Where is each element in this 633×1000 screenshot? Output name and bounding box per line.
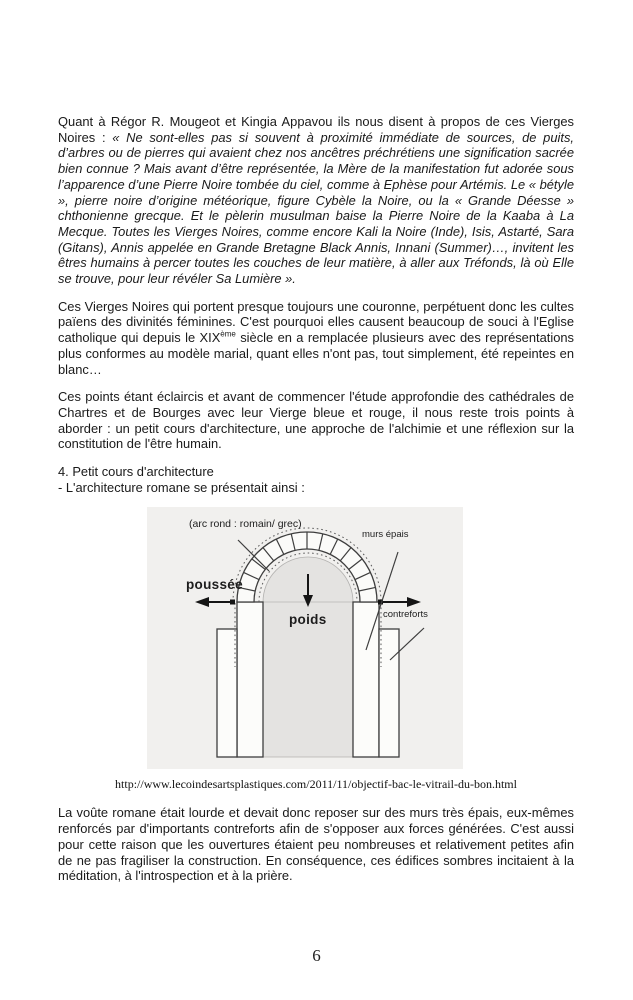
arch-drawing bbox=[147, 507, 463, 769]
romanesque-arch-diagram bbox=[147, 507, 463, 769]
section-heading-subtitle: - L'architecture romane se présentait ainsi : bbox=[58, 479, 305, 495]
text-column bbox=[58, 0, 574, 896]
page-number: 6 bbox=[312, 946, 321, 965]
paragraph-text-before-superscript: Ces Vierges Noires qui portent presque toujours une couronne, perpétuent donc les cultes païens des divinités féminines. C'est pourquoi elles causent beaucoup de souci à l'Eglise catholique qui depuis le XIX bbox=[58, 298, 574, 346]
paragraph-vierges-noires bbox=[58, 114, 574, 287]
paragraph-voute-romane: La voûte romane était lourde et devait donc reposer sur des murs très épais, eux-mêmes renforcés par d'importants contreforts afin de s'opposer aux forces générées. C'est aussi pour cette raison que les ouvertures étaient peu nombreuses et relativement petites afin de ne pas fragiliser la construction. En conséquence, ces édifices sombres incitaient à la méditation, à l'introspection et à la prière. bbox=[58, 805, 574, 884]
paragraph-text-after-superscript: siècle en a remplacée plusieurs avec des représentations plus conformes au modèle marial, quant elles n'ont pas, tout simplement, été repeintes en blanc… bbox=[58, 330, 575, 377]
label-murs-epais: murs épais bbox=[362, 529, 409, 541]
section-heading-title: 4. Petit cours d'architecture bbox=[58, 464, 214, 480]
architecture-figure bbox=[58, 507, 574, 792]
figure-caption-url: http://www.lecoindesartsplastiques.com/2011/11/objectif-bac-le-vitrail-du-bon.html bbox=[115, 777, 517, 792]
label-contreforts: contreforts bbox=[383, 609, 428, 621]
label-poids: poids bbox=[289, 612, 327, 628]
paragraph-couronne bbox=[58, 299, 574, 378]
superscript-ordinal: ème bbox=[220, 329, 236, 339]
italic-quotation: « Ne sont-elles pas si souvent à proximité immédiate de sources, de puits, d’arbres ou de pierres qui avaient chez nos ancêtres préchrétiens une signification sacrée bien connue ? Mais avant d’être représentée, la Mère de la manifestation fut adorée sous l’apparence d’une Pierre Noire tombée du ciel, comme à Ephèse pour Artémis. Le « bétyle », pierre noire d’origine météorique, figure Cybèle la Noire, ou la « Grande Déesse » chthonienne grecque. Et le pèlerin musulman baise la Pierre Noire de la Kaaba à La Mecque. Toutes les Vierges Noires, comme encore Kali la Noire (Inde), Isis, Astarté, Sara (Gitans), Annis appelée en Grande Bretagne Black Annis, Innani (Summer)…, invitent les êtres humains à percer toutes les couches de leur matière, à aller aux Tréfonds, là où Elle se trouve, pour leur révéler Sa Lumière ». bbox=[58, 129, 574, 287]
paragraph-points-a-aborder: Ces points étant éclaircis et avant de commencer l'étude approfondie des cathédrales de Chartres et de Bourges avec leur Vierge bleue et rouge, il nous reste trois points à aborder : un petit cours d'architecture, une approche de l'alchimie et une réflexion sur la constitution de l'être humain. bbox=[58, 389, 574, 452]
section-heading bbox=[58, 464, 574, 495]
label-poussee: poussée bbox=[186, 577, 243, 593]
paragraph-lead-text: Quant à Régor R. Mougeot et Kingia Appavou ils nous disent à propos de ces Vierges Noires : bbox=[58, 114, 574, 145]
label-arc-rond: (arc rond : romain/ grec) bbox=[189, 518, 302, 531]
